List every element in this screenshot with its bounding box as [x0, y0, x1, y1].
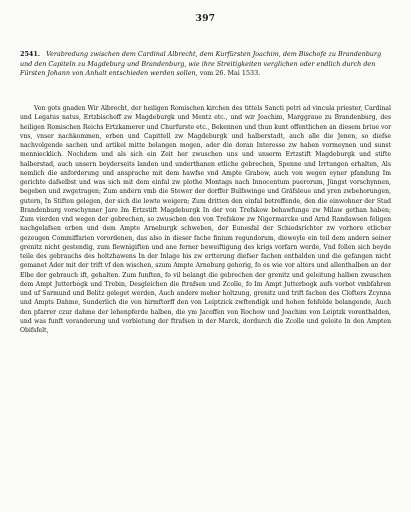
document-number: 2541.	[20, 50, 41, 58]
document-heading: Verabredung zwischen dem Cardinal Albrecht, dem Kurfürsten Joachim, dem Bischofe zu Brandenburg und den Capiteln zu Magdeburg und Brandenburg, wie ihre Streitigkeiten verglichen oder endlich durch den Fürsten Johann von Anhalt entschieden werden sollen,	[20, 50, 382, 77]
body-paragraph: Von gots gnaden Wir Albrecht, der heiligen Romischen kirchen des tittels Sancti petri ad vincula priester, Cardinal und Legatus natus, Ertzbischoff zw Magdeburgk und Mentz etc., und wir Joachim, Marggraue zu Brandenburg, des heiligen Romischen Reichs Ertzkamerer und Churfurste etc., Bekennen und thun kunt offentlichen an diesem briue vor vns, vnser nachkommen, erben und Capittell zw Magdeburgk und halberstadt, auch alle die Jenen, so diefse nachvolgende sachen und artikel mitte belangen mogen, ader die doran Interesse zw haben vormeynen und sunst menniecklich. Nochdem und als sich ein Zeit her zwuschen uns und unserm Ertzstift Magdeburgk und stifte halberstad, auch unsern beyderseits landen und underthanen etliche gebrechen, Spenne und Irrtungen erhalten, Als nemlich die anforderung und ansprache mit dem hawfse vnd Ampte Grabow, auch von wegen eyner pfandung Im gerichte dafselbst und was sich mit dem einfal zw plothe Montags nach Innocentum puerorum, Jüngst vorschynnen, begeben und zwgetragen; Zum andern vmb die Stewer der dorffer Bulfswinge und Gräfsleue und yren zwbehorungen, gutern, In Stiften gelegen, der sich die lewte weigern; Zum dritten den einfal betreffende, den die einwohner der Stad Brandenburg vorschynner Jare Im Ertzstift Magdeburgk In der von Trefskow behawfunge zw Milaw gethan haben; Zum vierden vnd wegen der gebrechen, so zwuschen den von Trefskow zw Nigermarcke und Arnd Randawsen feligen nachgelafsen erben und dem Ampte Arneburgk schweben, der Eunesfal der Schiedsrichter zw vorhore etlicher gezeugen Commiffarien vorordenen, das also in dieser fache finium regundorum, dieweyle ein teil dem andern seiner grenitz nicht gestendig, zum flewnigiften und ane ferner beweiftigung des krigs vorfarn werde, Vnd follen sich beyde teile des gebrauchs des holtzhawens In der Inlage bis zw ertterung diefser fachen enthalden und die gefangen nicht gemanet Ader mit der trift vf den wischen, szum Ampte Arneburg gehorig, fo es wie vor alters und allenthalben an der Elbe der gebrauch ift, gehalten. Zum funften, fo vil belangt die gebrechen der grenitz und geleitung halben zwuschen dem Ampt Jutterbogk und Trebin, Desgleichen die ftrafsen und Zcolle, fo Im Ampt Jutterbogk aufs vorbot vmbfahren und uf Sarmund und Belitz geleget werden, Auch andere meher holtzung, grenitz und trift fachen des Clofters Zcynna und Ampts Dahme, Sunderlich die von hirmftorff den von Leiptzick zwftendigk und hohen fehfelde belangende, Auch den pfarrer czur dahme der lehenpferde halben, die ym Jacoffen von Rochow und Joachim von Leiptzk vorenthalden, und was funft voranderung und vorbietung der ftrafsen in der Marck, dordurch die Zcolle und geleite In den Ampten Obifsfelt,	[20, 105, 391, 334]
document-header	[20, 50, 391, 79]
document-body	[20, 104, 391, 335]
page-number: 397	[195, 14, 216, 24]
document-date: vom 26. Mai 1533.	[199, 69, 261, 77]
